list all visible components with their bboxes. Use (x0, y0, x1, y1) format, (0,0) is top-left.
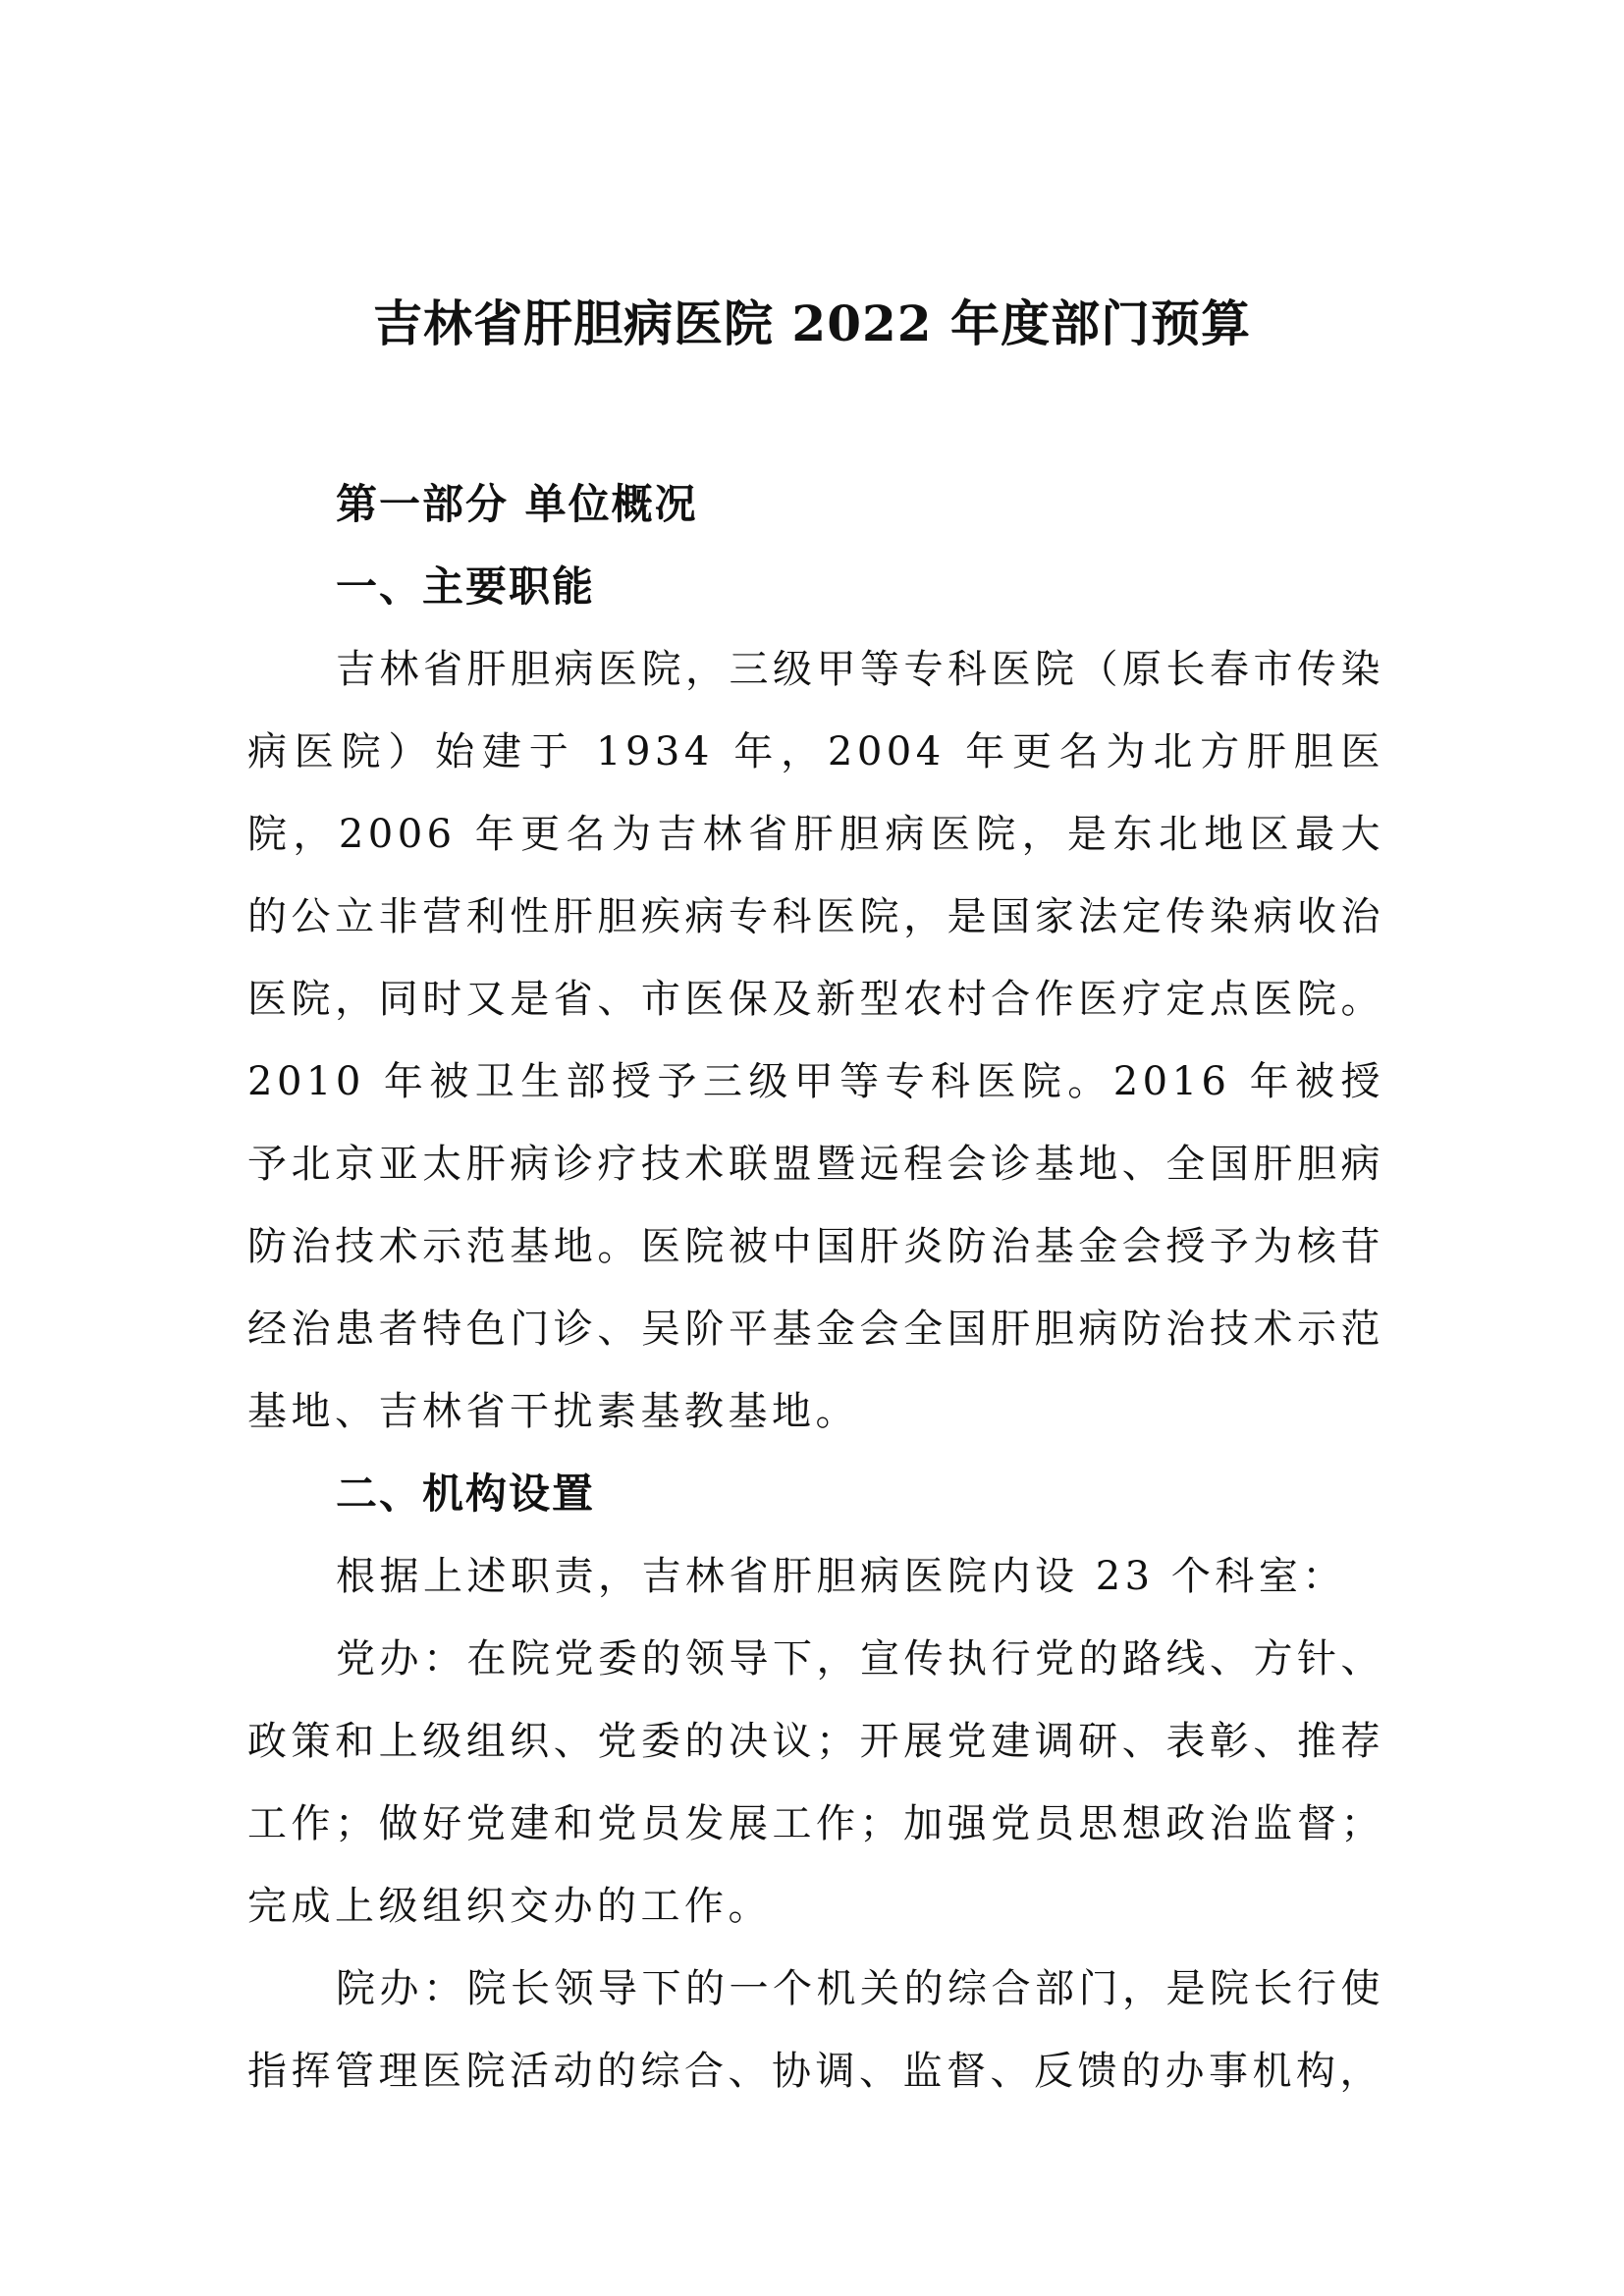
section-heading-organization: 二、机构设置 (336, 1469, 596, 1518)
document-title: 吉林省肝胆病医院 2022 年度部门预算 (373, 294, 1251, 352)
part-heading: 第一部分 单位概况 (336, 480, 698, 528)
section-heading-main-functions: 一、主要职能 (336, 562, 596, 611)
main-functions-paragraph: 吉林省肝胆病医院，三级甲等专科医院（原长春市传染病医院）始建于 1934 年，2004 年更名为北方肝胆医院，2006 年更名为吉林省肝胆病医院，是东北地区最大的公立非营利性肝胆疾病专科医院，是国家法定传染病收治医院，同时又是省、市医保及新型农村合作医疗定点医院。2010 年被卫生部授予三级甲等专科医院。2016 年被授予北京亚太肝病诊疗技术联盟暨远程会诊基地、全国肝胆病防治技术示范基地。医院被中国肝炎防治基金会授予为核苷经治患者特色门诊、吴阶平基金会全国肝胆病防治技术示范基地、吉林省干扰素基教基地。 (247, 647, 1384, 1434)
organization-intro-paragraph: 根据上述职责，吉林省肝胆病医院内设 23 个科室： (336, 1554, 1346, 1599)
document-body (247, 463, 1384, 2112)
party-office-paragraph: 党办：在院党委的领导下，宣传执行党的路线、方针、政策和上级组织、党委的决议；开展党建调研、表彰、推荐工作；做好党建和党员发展工作；加强党员思想政治监督；完成上级组织交办的工作。 (247, 1636, 1384, 1929)
hospital-office-paragraph: 院办：院长领导下的一个机关的综合部门，是院长行使指挥管理医院活动的综合、协调、监督、反馈的办事机构， (247, 1966, 1384, 2094)
